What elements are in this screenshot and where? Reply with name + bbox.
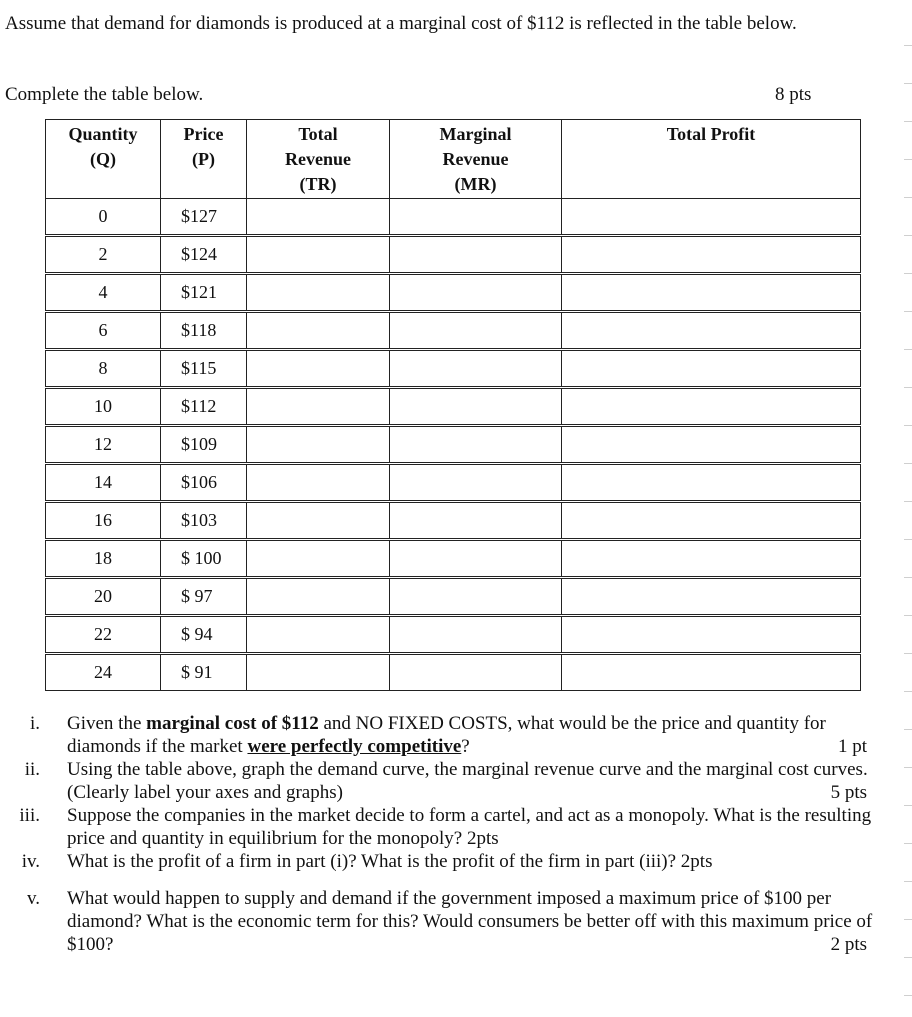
question-points: 1 pt	[837, 736, 867, 757]
table-row	[46, 616, 861, 654]
quantity-cell: 20	[46, 578, 161, 616]
total-revenue-cell[interactable]	[247, 312, 390, 350]
questions-list	[0, 712, 912, 956]
margin-tick	[904, 539, 912, 540]
quantity-cell: 18	[46, 540, 161, 578]
price-cell: $109	[161, 426, 247, 464]
header-tr-line: Total	[298, 124, 338, 144]
total-revenue-cell[interactable]	[247, 236, 390, 274]
table-row	[46, 578, 861, 616]
total-revenue-cell[interactable]	[247, 616, 390, 654]
question-points: 2 pts	[830, 934, 867, 955]
price-cell: $ 91	[161, 654, 247, 691]
price-cell: $124	[161, 236, 247, 274]
marginal-revenue-cell[interactable]	[390, 312, 562, 350]
marginal-revenue-cell[interactable]	[390, 426, 562, 464]
header-profit-line: Total Profit	[666, 124, 756, 144]
header-tr-line: (TR)	[299, 174, 337, 194]
question-number: ii.	[24, 759, 40, 780]
margin-tick	[904, 577, 912, 578]
header-quantity-line: (Q)	[90, 149, 116, 169]
header-marginal-revenue	[390, 120, 562, 199]
price-cell: $127	[161, 199, 247, 236]
question-ii	[24, 758, 877, 804]
table-row	[46, 502, 861, 540]
total-profit-cell[interactable]	[562, 654, 861, 691]
margin-tick	[904, 805, 912, 806]
margin-tick	[904, 387, 912, 388]
total-profit-cell[interactable]	[562, 502, 861, 540]
total-profit-cell[interactable]	[562, 464, 861, 502]
question-number: i.	[29, 713, 40, 734]
question-number: v.	[26, 888, 40, 909]
margin-tick	[904, 425, 912, 426]
table-row	[46, 426, 861, 464]
table-row	[46, 312, 861, 350]
question-number: iii.	[19, 805, 40, 826]
table-points: 8 pts	[775, 84, 812, 105]
margin-tick	[904, 197, 912, 198]
intro-text: Assume that demand for diamonds is produced at a marginal cost of $112 is reflected in the table below.	[5, 13, 797, 34]
margin-tick	[904, 691, 912, 692]
total-revenue-cell[interactable]	[247, 426, 390, 464]
question-iii	[19, 804, 877, 850]
margin-tick	[904, 463, 912, 464]
margin-tick	[904, 501, 912, 502]
header-tr-line: Revenue	[285, 149, 351, 169]
margin-tick	[904, 235, 912, 236]
margin-tick	[904, 83, 912, 84]
margin-tick	[904, 273, 912, 274]
margin-tick	[904, 995, 912, 996]
table-row	[46, 654, 861, 691]
table-row	[46, 350, 861, 388]
header-quantity	[46, 120, 161, 199]
margin-tick	[904, 919, 912, 920]
price-table	[45, 119, 861, 691]
total-revenue-cell[interactable]	[247, 578, 390, 616]
question-number: iv.	[21, 851, 40, 872]
table-row	[46, 388, 861, 426]
header-total-revenue	[247, 120, 390, 199]
total-revenue-cell[interactable]	[247, 350, 390, 388]
price-cell: $103	[161, 502, 247, 540]
price-cell: $121	[161, 274, 247, 312]
price-cell: $112	[161, 388, 247, 426]
total-revenue-cell[interactable]	[247, 540, 390, 578]
total-revenue-cell[interactable]	[247, 654, 390, 691]
header-mr-line: Revenue	[442, 149, 509, 169]
total-revenue-cell[interactable]	[247, 388, 390, 426]
margin-tick	[904, 729, 912, 730]
header-mr-line: Marginal	[439, 124, 512, 144]
question-text: ?	[461, 736, 470, 757]
price-cell: $ 97	[161, 578, 247, 616]
total-profit-cell[interactable]	[562, 540, 861, 578]
table-row	[46, 236, 861, 274]
marginal-revenue-cell[interactable]	[390, 464, 562, 502]
price-cell: $ 94	[161, 616, 247, 654]
header-total-profit	[562, 120, 861, 199]
total-profit-cell[interactable]	[562, 236, 861, 274]
margin-tick	[904, 159, 912, 160]
margin-ticks	[902, 0, 912, 1017]
table-row	[46, 199, 861, 236]
margin-tick	[904, 349, 912, 350]
margin-tick	[904, 311, 912, 312]
marginal-revenue-cell[interactable]	[390, 616, 562, 654]
marginal-revenue-cell[interactable]	[390, 654, 562, 691]
quantity-cell: 14	[46, 464, 161, 502]
quantity-cell: 0	[46, 199, 161, 236]
margin-tick	[904, 653, 912, 654]
question-v	[26, 887, 877, 956]
marginal-revenue-cell[interactable]	[390, 578, 562, 616]
question-underline: were perfectly competitive	[247, 736, 462, 757]
question-points: 5 pts	[830, 782, 867, 803]
marginal-revenue-cell[interactable]	[390, 236, 562, 274]
quantity-cell: 2	[46, 236, 161, 274]
margin-tick	[904, 881, 912, 882]
price-cell: $115	[161, 350, 247, 388]
margin-tick	[904, 121, 912, 122]
total-profit-cell[interactable]	[562, 616, 861, 654]
marginal-revenue-cell[interactable]	[390, 199, 562, 236]
total-profit-cell[interactable]	[562, 274, 861, 312]
question-text: Given the	[67, 713, 147, 734]
total-profit-cell[interactable]	[562, 388, 861, 426]
price-cell: $ 100	[161, 540, 247, 578]
quantity-cell: 8	[46, 350, 161, 388]
margin-tick	[904, 45, 912, 46]
quantity-cell: 24	[46, 654, 161, 691]
question-text: Suppose the companies in the market decide to form a cartel, and act as a monopoly. What is the resulting price and quantity in equilibrium for the monopoly? 2pts	[67, 805, 872, 849]
marginal-revenue-cell[interactable]	[390, 388, 562, 426]
header-quantity-line: Quantity	[68, 124, 138, 144]
table-body	[46, 199, 861, 691]
table-row	[46, 464, 861, 502]
quantity-cell: 10	[46, 388, 161, 426]
question-iv	[21, 850, 877, 873]
total-revenue-cell[interactable]	[247, 464, 390, 502]
total-profit-cell[interactable]	[562, 426, 861, 464]
table-row	[46, 274, 861, 312]
margin-tick	[904, 843, 912, 844]
total-profit-cell[interactable]	[562, 312, 861, 350]
quantity-cell: 22	[46, 616, 161, 654]
total-revenue-cell[interactable]	[247, 502, 390, 540]
quantity-cell: 12	[46, 426, 161, 464]
header-price	[161, 120, 247, 199]
header-price-line: (P)	[192, 149, 215, 169]
table-instruction: Complete the table below.	[5, 84, 204, 105]
question-text: What would happen to supply and demand if the government imposed a maximum price of $100 per diamond? What is the economic term for this? Would consumers be better off with this maximum price of $100?	[67, 888, 873, 955]
price-cell: $106	[161, 464, 247, 502]
margin-tick	[904, 767, 912, 768]
marginal-revenue-cell[interactable]	[390, 540, 562, 578]
margin-tick	[904, 615, 912, 616]
quantity-cell: 4	[46, 274, 161, 312]
table-row	[46, 540, 861, 578]
total-revenue-cell[interactable]	[247, 199, 390, 236]
question-bold: marginal cost of $112	[146, 713, 319, 734]
marginal-revenue-cell[interactable]	[390, 350, 562, 388]
total-profit-cell[interactable]	[562, 199, 861, 236]
table-header-row	[46, 120, 861, 199]
header-mr-line: (MR)	[454, 174, 497, 194]
quantity-cell: 16	[46, 502, 161, 540]
question-i	[29, 712, 877, 758]
margin-tick	[904, 957, 912, 958]
question-text: Using the table above, graph the demand curve, the marginal revenue curve and the marginal cost curves. (Clearly label your axes and graphs)	[67, 759, 868, 803]
price-cell: $118	[161, 312, 247, 350]
marginal-revenue-cell[interactable]	[390, 502, 562, 540]
total-profit-cell[interactable]	[562, 578, 861, 616]
total-profit-cell[interactable]	[562, 350, 861, 388]
question-text: and NO FIXED COSTS, what would be the price and quantity for diamonds if the market	[67, 713, 826, 757]
header-price-line: Price	[183, 124, 224, 144]
marginal-revenue-cell[interactable]	[390, 274, 562, 312]
total-revenue-cell[interactable]	[247, 274, 390, 312]
quantity-cell: 6	[46, 312, 161, 350]
question-text: What is the profit of a firm in part (i)? What is the profit of the firm in part (iii)? 2pts	[67, 851, 713, 872]
